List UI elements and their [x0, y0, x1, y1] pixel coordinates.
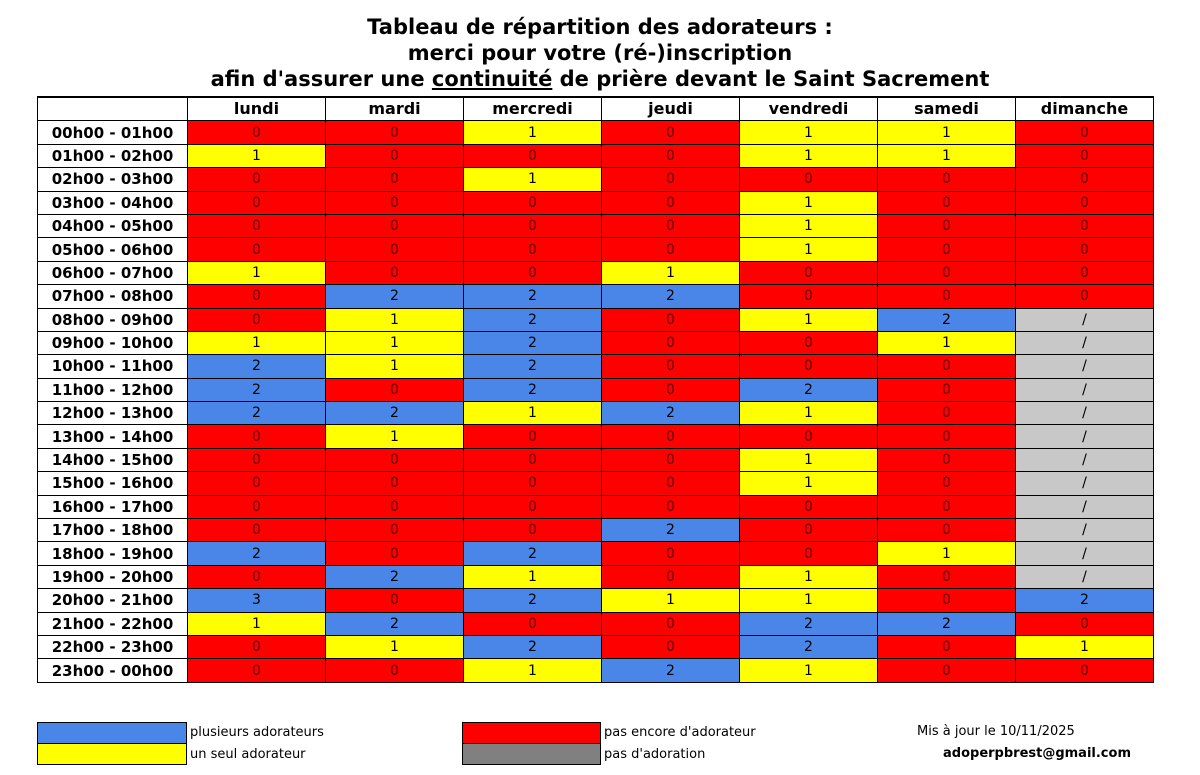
time-slot-label: 11h00 - 12h00: [38, 378, 188, 401]
slot-cell-mardi: 1: [326, 308, 464, 331]
slot-cell-mardi: 2: [326, 402, 464, 425]
slot-cell-mercredi: 0: [464, 238, 602, 261]
day-header-jeudi: jeudi: [602, 97, 740, 121]
slot-cell-lundi: 2: [188, 402, 326, 425]
slot-cell-lundi: 2: [188, 378, 326, 401]
slot-cell-vendredi: 1: [740, 448, 878, 471]
slot-cell-jeudi: 0: [602, 168, 740, 191]
time-slot-label: 08h00 - 09h00: [38, 308, 188, 331]
slot-cell-dimanche: /: [1016, 519, 1154, 542]
table-row: [38, 659, 1154, 682]
slot-cell-lundi: 2: [188, 355, 326, 378]
slot-cell-jeudi: 0: [602, 308, 740, 331]
slot-cell-mercredi: 0: [464, 425, 602, 448]
table-row: [38, 378, 1154, 401]
slot-cell-mercredi: 0: [464, 191, 602, 214]
title-line-3-underlined: continuité: [431, 67, 553, 91]
slot-cell-vendredi: 1: [740, 144, 878, 167]
slot-cell-dimanche: 0: [1016, 168, 1154, 191]
slot-cell-vendredi: 2: [740, 635, 878, 658]
slot-cell-dimanche: 0: [1016, 285, 1154, 308]
slot-cell-jeudi: 0: [602, 542, 740, 565]
slot-cell-dimanche: /: [1016, 542, 1154, 565]
table-row: [38, 308, 1154, 331]
day-header-vendredi: vendredi: [740, 97, 878, 121]
slot-cell-vendredi: 1: [740, 121, 878, 144]
slot-cell-jeudi: 0: [602, 635, 740, 658]
slot-cell-samedi: 0: [878, 168, 1016, 191]
slot-cell-mardi: 0: [326, 378, 464, 401]
slot-cell-jeudi: 0: [602, 355, 740, 378]
slot-cell-samedi: 1: [878, 331, 1016, 354]
slot-cell-samedi: 0: [878, 519, 1016, 542]
slot-cell-mardi: 0: [326, 144, 464, 167]
time-slot-label: 19h00 - 20h00: [38, 565, 188, 588]
time-slot-label: 03h00 - 04h00: [38, 191, 188, 214]
table-row: [38, 331, 1154, 354]
table-row: [38, 425, 1154, 448]
time-slot-label: 04h00 - 05h00: [38, 214, 188, 237]
slot-cell-lundi: 0: [188, 495, 326, 518]
slot-cell-dimanche: /: [1016, 355, 1154, 378]
slot-cell-dimanche: 0: [1016, 214, 1154, 237]
slot-cell-mercredi: 2: [464, 355, 602, 378]
slot-cell-lundi: 0: [188, 659, 326, 682]
slot-cell-vendredi: 1: [740, 589, 878, 612]
slot-cell-dimanche: /: [1016, 425, 1154, 448]
slot-cell-vendredi: 0: [740, 495, 878, 518]
slot-cell-mardi: 2: [326, 565, 464, 588]
slot-cell-mercredi: 2: [464, 378, 602, 401]
slot-cell-mardi: 1: [326, 355, 464, 378]
slot-cell-lundi: 0: [188, 519, 326, 542]
slot-cell-mercredi: 0: [464, 612, 602, 635]
slot-cell-mardi: 0: [326, 121, 464, 144]
slot-cell-mercredi: 0: [464, 448, 602, 471]
slot-cell-dimanche: /: [1016, 331, 1154, 354]
slot-cell-vendredi: 1: [740, 565, 878, 588]
table-row: [38, 542, 1154, 565]
table-row: [38, 238, 1154, 261]
slot-cell-lundi: 0: [188, 238, 326, 261]
time-slot-label: 16h00 - 17h00: [38, 495, 188, 518]
title-line-3-post: de prière devant le Saint Sacrement: [552, 67, 990, 91]
slot-cell-jeudi: 0: [602, 144, 740, 167]
slot-cell-mardi: 0: [326, 168, 464, 191]
slot-cell-vendredi: 0: [740, 355, 878, 378]
slot-cell-samedi: 0: [878, 355, 1016, 378]
title-line-3: [0, 66, 1200, 92]
slot-cell-vendredi: 1: [740, 308, 878, 331]
legend-swatch-single: [37, 743, 187, 765]
slot-cell-dimanche: 2: [1016, 589, 1154, 612]
schedule-table: [37, 96, 1154, 683]
slot-cell-jeudi: 0: [602, 472, 740, 495]
legend-swatch-none: [462, 722, 601, 744]
table-header-row: [38, 97, 1154, 121]
slot-cell-samedi: 0: [878, 635, 1016, 658]
slot-cell-dimanche: /: [1016, 472, 1154, 495]
page-title: [0, 14, 1200, 92]
slot-cell-mardi: 0: [326, 261, 464, 284]
last-updated-text: Mis à jour le 10/11/2025: [917, 724, 1075, 739]
slot-cell-mardi: 0: [326, 659, 464, 682]
slot-cell-jeudi: 0: [602, 331, 740, 354]
slot-cell-mercredi: 2: [464, 542, 602, 565]
time-slot-label: 13h00 - 14h00: [38, 425, 188, 448]
slot-cell-dimanche: 0: [1016, 191, 1154, 214]
slot-cell-mardi: 2: [326, 612, 464, 635]
table-row: [38, 285, 1154, 308]
slot-cell-mardi: 0: [326, 495, 464, 518]
slot-cell-lundi: 0: [188, 448, 326, 471]
slot-cell-vendredi: 0: [740, 261, 878, 284]
table-row: [38, 144, 1154, 167]
slot-cell-dimanche: /: [1016, 495, 1154, 518]
time-slot-label: 18h00 - 19h00: [38, 542, 188, 565]
table-row: [38, 121, 1154, 144]
day-header-mercredi: mercredi: [464, 97, 602, 121]
slot-cell-jeudi: 0: [602, 448, 740, 471]
slot-cell-jeudi: 0: [602, 612, 740, 635]
slot-cell-vendredi: 1: [740, 472, 878, 495]
table-row: [38, 261, 1154, 284]
slot-cell-mardi: 0: [326, 589, 464, 612]
legend-label-none: pas encore d'adorateur: [604, 725, 756, 740]
slot-cell-mercredi: 1: [464, 121, 602, 144]
slot-cell-lundi: 1: [188, 331, 326, 354]
slot-cell-samedi: 0: [878, 565, 1016, 588]
slot-cell-mardi: 0: [326, 214, 464, 237]
time-slot-label: 01h00 - 02h00: [38, 144, 188, 167]
day-header-samedi: samedi: [878, 97, 1016, 121]
slot-cell-mercredi: 1: [464, 659, 602, 682]
slot-cell-dimanche: /: [1016, 402, 1154, 425]
slot-cell-lundi: 1: [188, 261, 326, 284]
table-row: [38, 402, 1154, 425]
slot-cell-samedi: 0: [878, 285, 1016, 308]
slot-cell-samedi: 1: [878, 121, 1016, 144]
slot-cell-jeudi: 0: [602, 378, 740, 401]
day-header-mardi: mardi: [326, 97, 464, 121]
slot-cell-samedi: 1: [878, 542, 1016, 565]
slot-cell-dimanche: /: [1016, 308, 1154, 331]
slot-cell-vendredi: 1: [740, 402, 878, 425]
slot-cell-samedi: 0: [878, 261, 1016, 284]
time-slot-label: 07h00 - 08h00: [38, 285, 188, 308]
table-row: [38, 448, 1154, 471]
slot-cell-vendredi: 1: [740, 238, 878, 261]
time-slot-label: 02h00 - 03h00: [38, 168, 188, 191]
slot-cell-mardi: 0: [326, 542, 464, 565]
slot-cell-lundi: 3: [188, 589, 326, 612]
slot-cell-mercredi: 0: [464, 495, 602, 518]
contact-email: adoperpbrest@gmail.com: [943, 746, 1131, 761]
slot-cell-jeudi: 2: [602, 659, 740, 682]
legend-swatch-no-adoration: [462, 743, 601, 765]
day-header-dimanche: dimanche: [1016, 97, 1154, 121]
slot-cell-lundi: 1: [188, 612, 326, 635]
table-row: [38, 612, 1154, 635]
slot-cell-jeudi: 2: [602, 285, 740, 308]
table-row: [38, 495, 1154, 518]
slot-cell-jeudi: 0: [602, 121, 740, 144]
slot-cell-mercredi: 0: [464, 214, 602, 237]
slot-cell-dimanche: /: [1016, 378, 1154, 401]
table-body: [38, 121, 1154, 682]
slot-cell-vendredi: 1: [740, 191, 878, 214]
slot-cell-mercredi: 1: [464, 565, 602, 588]
slot-cell-mercredi: 2: [464, 589, 602, 612]
slot-cell-samedi: 2: [878, 308, 1016, 331]
slot-cell-mercredi: 1: [464, 402, 602, 425]
slot-cell-lundi: 2: [188, 542, 326, 565]
time-slot-label: 20h00 - 21h00: [38, 589, 188, 612]
table-row: [38, 191, 1154, 214]
slot-cell-dimanche: 0: [1016, 659, 1154, 682]
slot-cell-mercredi: 2: [464, 308, 602, 331]
table-row: [38, 214, 1154, 237]
slot-cell-lundi: 0: [188, 635, 326, 658]
slot-cell-samedi: 0: [878, 472, 1016, 495]
legend-label-single: un seul adorateur: [190, 747, 306, 762]
time-slot-label: 22h00 - 23h00: [38, 635, 188, 658]
slot-cell-mercredi: 2: [464, 635, 602, 658]
time-slot-label: 05h00 - 06h00: [38, 238, 188, 261]
slot-cell-mercredi: 2: [464, 331, 602, 354]
slot-cell-jeudi: 0: [602, 214, 740, 237]
slot-cell-lundi: 0: [188, 285, 326, 308]
slot-cell-lundi: 0: [188, 308, 326, 331]
slot-cell-vendredi: 0: [740, 519, 878, 542]
header-corner: [38, 97, 188, 121]
time-slot-label: 15h00 - 16h00: [38, 472, 188, 495]
table-row: [38, 355, 1154, 378]
slot-cell-dimanche: 1: [1016, 635, 1154, 658]
slot-cell-vendredi: 0: [740, 542, 878, 565]
slot-cell-vendredi: 2: [740, 612, 878, 635]
slot-cell-samedi: 1: [878, 144, 1016, 167]
slot-cell-mardi: 0: [326, 191, 464, 214]
table-row: [38, 472, 1154, 495]
slot-cell-mardi: 0: [326, 238, 464, 261]
slot-cell-vendredi: 1: [740, 659, 878, 682]
slot-cell-samedi: 0: [878, 214, 1016, 237]
slot-cell-lundi: 0: [188, 121, 326, 144]
slot-cell-mercredi: 2: [464, 285, 602, 308]
slot-cell-samedi: 0: [878, 659, 1016, 682]
slot-cell-jeudi: 0: [602, 565, 740, 588]
slot-cell-vendredi: 2: [740, 378, 878, 401]
slot-cell-mardi: 0: [326, 519, 464, 542]
table-row: [38, 168, 1154, 191]
slot-cell-jeudi: 0: [602, 238, 740, 261]
slot-cell-mardi: 0: [326, 448, 464, 471]
slot-cell-samedi: 0: [878, 378, 1016, 401]
slot-cell-samedi: 0: [878, 589, 1016, 612]
title-line-2: merci pour votre (ré-)inscription: [407, 41, 793, 65]
slot-cell-dimanche: /: [1016, 565, 1154, 588]
slot-cell-lundi: 1: [188, 144, 326, 167]
slot-cell-mardi: 1: [326, 331, 464, 354]
slot-cell-vendredi: 0: [740, 425, 878, 448]
slot-cell-samedi: 0: [878, 238, 1016, 261]
legend-label-no-adoration: pas d'adoration: [604, 747, 706, 762]
slot-cell-mardi: 1: [326, 635, 464, 658]
time-slot-label: 09h00 - 10h00: [38, 331, 188, 354]
slot-cell-lundi: 0: [188, 472, 326, 495]
time-slot-label: 23h00 - 00h00: [38, 659, 188, 682]
slot-cell-mardi: 2: [326, 285, 464, 308]
time-slot-label: 10h00 - 11h00: [38, 355, 188, 378]
time-slot-label: 12h00 - 13h00: [38, 402, 188, 425]
time-slot-label: 00h00 - 01h00: [38, 121, 188, 144]
slot-cell-jeudi: 0: [602, 425, 740, 448]
slot-cell-dimanche: /: [1016, 448, 1154, 471]
slot-cell-samedi: 0: [878, 448, 1016, 471]
slot-cell-samedi: 0: [878, 191, 1016, 214]
slot-cell-vendredi: 1: [740, 214, 878, 237]
title-line-3-pre: afin d'assurer une: [210, 67, 432, 91]
slot-cell-dimanche: 0: [1016, 121, 1154, 144]
table-row: [38, 589, 1154, 612]
slot-cell-mercredi: 0: [464, 472, 602, 495]
slot-cell-dimanche: 0: [1016, 144, 1154, 167]
slot-cell-samedi: 2: [878, 612, 1016, 635]
slot-cell-jeudi: 0: [602, 495, 740, 518]
slot-cell-vendredi: 0: [740, 285, 878, 308]
slot-cell-mardi: 1: [326, 425, 464, 448]
slot-cell-dimanche: 0: [1016, 612, 1154, 635]
slot-cell-lundi: 0: [188, 565, 326, 588]
slot-cell-samedi: 0: [878, 425, 1016, 448]
slot-cell-mercredi: 1: [464, 168, 602, 191]
slot-cell-samedi: 0: [878, 495, 1016, 518]
time-slot-label: 17h00 - 18h00: [38, 519, 188, 542]
slot-cell-mercredi: 0: [464, 144, 602, 167]
slot-cell-lundi: 0: [188, 214, 326, 237]
slot-cell-mardi: 0: [326, 472, 464, 495]
slot-cell-dimanche: 0: [1016, 261, 1154, 284]
legend-label-multiple: plusieurs adorateurs: [190, 725, 324, 740]
time-slot-label: 06h00 - 07h00: [38, 261, 188, 284]
title-line-1: Tableau de répartition des adorateurs :: [367, 15, 833, 39]
time-slot-label: 14h00 - 15h00: [38, 448, 188, 471]
slot-cell-jeudi: 1: [602, 589, 740, 612]
slot-cell-mercredi: 0: [464, 261, 602, 284]
table-row: [38, 519, 1154, 542]
slot-cell-dimanche: 0: [1016, 238, 1154, 261]
slot-cell-jeudi: 2: [602, 519, 740, 542]
table-row: [38, 635, 1154, 658]
slot-cell-mercredi: 0: [464, 519, 602, 542]
slot-cell-jeudi: 2: [602, 402, 740, 425]
table-row: [38, 565, 1154, 588]
slot-cell-lundi: 0: [188, 168, 326, 191]
slot-cell-vendredi: 0: [740, 331, 878, 354]
time-slot-label: 21h00 - 22h00: [38, 612, 188, 635]
slot-cell-jeudi: 1: [602, 261, 740, 284]
legend-swatch-multiple: [37, 722, 187, 744]
slot-cell-jeudi: 0: [602, 191, 740, 214]
slot-cell-lundi: 0: [188, 191, 326, 214]
slot-cell-vendredi: 0: [740, 168, 878, 191]
slot-cell-samedi: 0: [878, 402, 1016, 425]
day-header-lundi: lundi: [188, 97, 326, 121]
slot-cell-lundi: 0: [188, 425, 326, 448]
